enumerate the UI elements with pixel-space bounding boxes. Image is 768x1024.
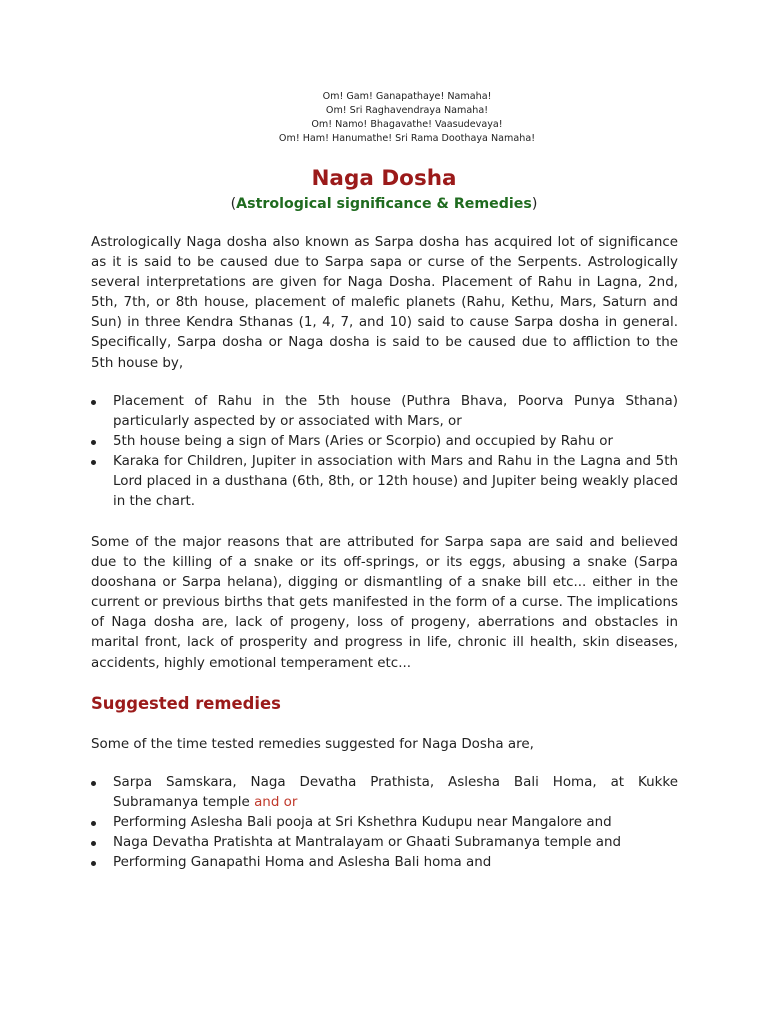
invocation-line: Om! Sri Raghavendraya Namaha!	[325, 105, 489, 116]
subtitle-close-paren: )	[531, 196, 538, 212]
invocation-block	[0, 90, 768, 146]
list-item-text: Karaka for Children, Jupiter in association with Mars and Rahu in the Lagna and 5th Lord placed in a dusthana (6th, 8th, or 12th house) and Jupiter being weakly placed in the chart.	[113, 454, 678, 510]
bullet-icon	[91, 861, 96, 866]
bullet-icon	[91, 440, 96, 445]
invocation-line: Om! Gam! Ganapathaye! Namaha!	[322, 91, 492, 102]
list-item-text: Sarpa Samskara, Naga Devatha Prathista, Aslesha Bali Homa, at Kukke Subramanya temple	[113, 775, 678, 811]
list-item	[91, 432, 678, 452]
page-subtitle	[0, 193, 768, 215]
subtitle-open-paren: (	[230, 196, 237, 212]
list-item-text: Naga Devatha Pratishta at Mantralayam or Ghaati Subramanya temple and	[113, 835, 622, 851]
list-item	[91, 773, 678, 813]
bullet-icon	[91, 781, 96, 786]
subtitle-text: Astrological significance & Remedies	[236, 196, 532, 212]
bullet-icon	[91, 841, 96, 846]
reasons-paragraph: Some of the major reasons that are attributed for Sarpa sapa are said and believed due to the killing of a snake or its off-springs, or its eggs, abusing a snake (Sarpa dooshana or Sarpa helana), digging or dismantling of a snake bill etc... either in the current or previous births that gets manifested in the form of a curse. The implications of Naga dosha are, lack of progeny, loss of progeny, aberrations and obstacles in marital front, lack of prosperity and progress in life, chronic ill health, skin diseases, accidents, highly emotional temperament etc...	[91, 535, 678, 671]
list-item-text: Performing Ganapathi Homa and Aslesha Bali homa and	[113, 855, 492, 871]
list-item	[91, 813, 678, 833]
list-item	[91, 833, 678, 853]
causes-list	[91, 392, 678, 513]
invocation-line: Om! Namo! Bhagavathe! Vaasudevaya!	[311, 119, 503, 130]
list-item-text: 5th house being a sign of Mars (Aries or Scorpio) and occupied by Rahu or	[113, 434, 614, 450]
bullet-icon	[91, 821, 96, 826]
list-item-highlight: and or	[254, 795, 298, 811]
list-item-text: Performing Aslesha Bali pooja at Sri Kshethra Kudupu near Mangalore and	[113, 815, 612, 831]
list-item	[91, 853, 678, 873]
intro-paragraph: Astrologically Naga dosha also known as Sarpa dosha has acquired lot of significance as it is said to be caused due to Sarpa sapa or curse of the Serpents. Astrologically several interpretations are given for Naga Dosha. Placement of Rahu in Lagna, 2nd, 5th, 7th, or 8th house, placement of malefic planets (Rahu, Kethu, Mars, Saturn and Sun) in three Kendra Sthanas (1, 4, 7, and 10) said to cause Sarpa dosha in general. Specifically, Sarpa dosha or Naga dosha is said to be caused due to affliction to the 5th house by,	[91, 235, 678, 371]
list-item	[91, 392, 678, 432]
list-item	[91, 452, 678, 512]
bullet-icon	[91, 460, 96, 465]
remedies-list	[91, 773, 678, 873]
bullet-icon	[91, 400, 96, 405]
page-title: Naga Dosha	[311, 166, 457, 191]
remedies-intro: Some of the time tested remedies suggested for Naga Dosha are,	[91, 737, 534, 752]
remedies-heading: Suggested remedies	[91, 694, 281, 713]
invocation-line: Om! Ham! Hanumathe! Sri Rama Doothaya Namaha!	[278, 133, 536, 144]
list-item-text: Placement of Rahu in the 5th house (Puthra Bhava, Poorva Punya Sthana) particularly aspected by or associated with Mars, or	[113, 394, 678, 430]
